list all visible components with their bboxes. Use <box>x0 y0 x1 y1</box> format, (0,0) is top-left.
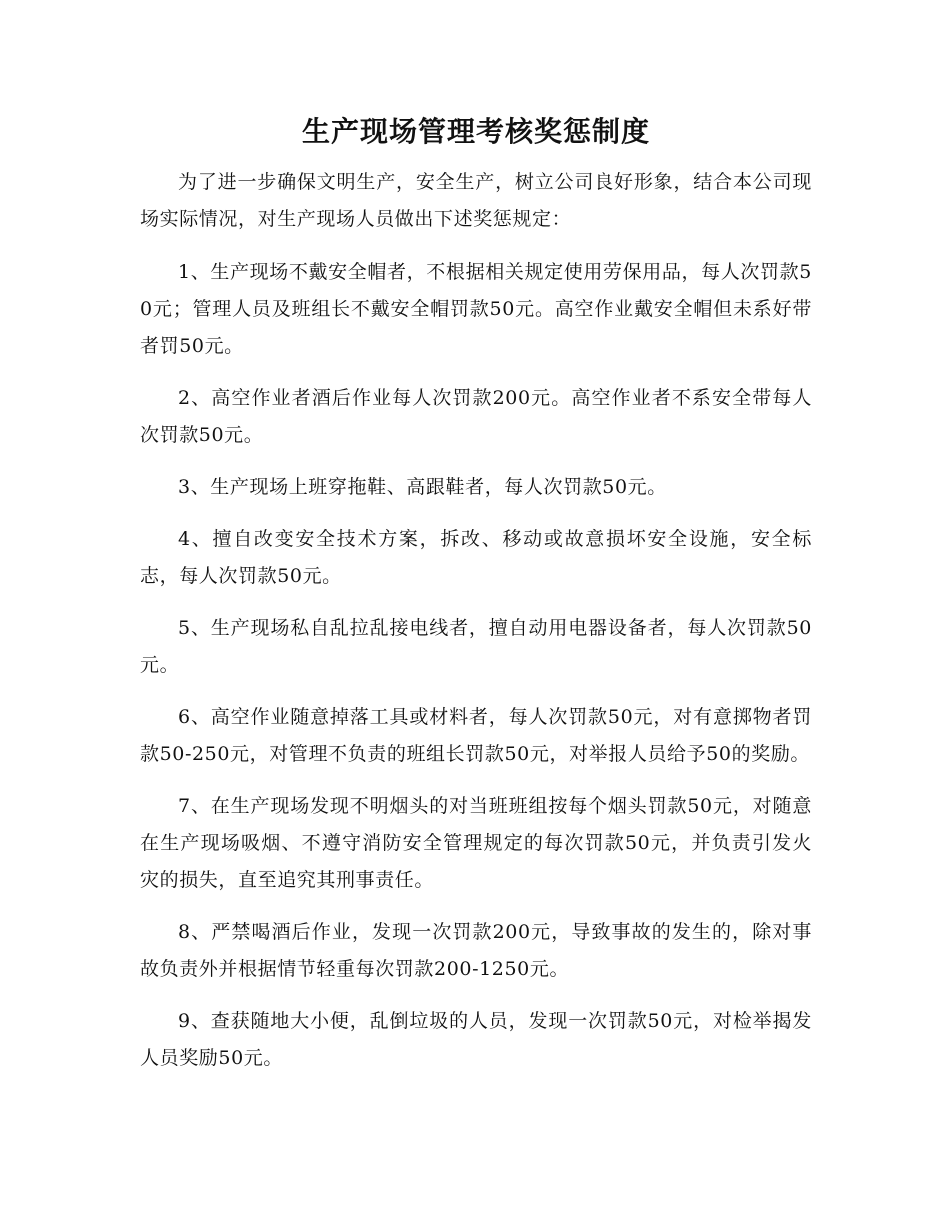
rule-item-9: 9、查获随地大小便，乱倒垃圾的人员，发现一次罚款50元，对检举揭发人员奖励50元。 <box>140 1010 812 1069</box>
rule-item-5: 5、生产现场私自乱拉乱接电线者，擅自动用电器设备者，每人次罚款50元。 <box>140 617 812 676</box>
document-title: 生产现场管理考核奖惩制度 <box>301 115 650 148</box>
rule-item-7: 7、在生产现场发现不明烟头的对当班班组按每个烟头罚款50元，对随意在生产现场吸烟、不遵守消防安全管理规定的每次罚款50元，并负责引发火灾的损失，直至追究其刑事责任。 <box>140 795 812 891</box>
intro-paragraph: 为了进一步确保文明生产，安全生产，树立公司良好形象，结合本公司现场实际情况，对生产现场人员做出下述奖惩规定： <box>140 171 812 230</box>
rule-item-6: 6、高空作业随意掉落工具或材料者，每人次罚款50元，对有意掷物者罚款50-250元，对管理不负责的班组长罚款50元，对举报人员给予50的奖励。 <box>140 706 812 765</box>
rule-item-8: 8、严禁喝酒后作业，发现一次罚款200元，导致事故的发生的，除对事故负责外并根据情节轻重每次罚款200-1250元。 <box>140 921 812 980</box>
rule-item-2: 2、高空作业者酒后作业每人次罚款200元。高空作业者不系安全带每人次罚款50元。 <box>140 387 812 446</box>
document-page <box>140 112 812 1092</box>
rule-item-3: 3、生产现场上班穿拖鞋、高跟鞋者，每人次罚款50元。 <box>178 476 667 498</box>
rule-item-1: 1、生产现场不戴安全帽者，不根据相关规定使用劳保用品，每人次罚款50元；管理人员及班组长不戴安全帽罚款50元。高空作业戴安全帽但未系好带者罚50元。 <box>140 261 812 357</box>
rule-item-4: 4、擅自改变安全技术方案，拆改、移动或故意损坏安全设施，安全标志，每人次罚款50元。 <box>140 528 812 587</box>
